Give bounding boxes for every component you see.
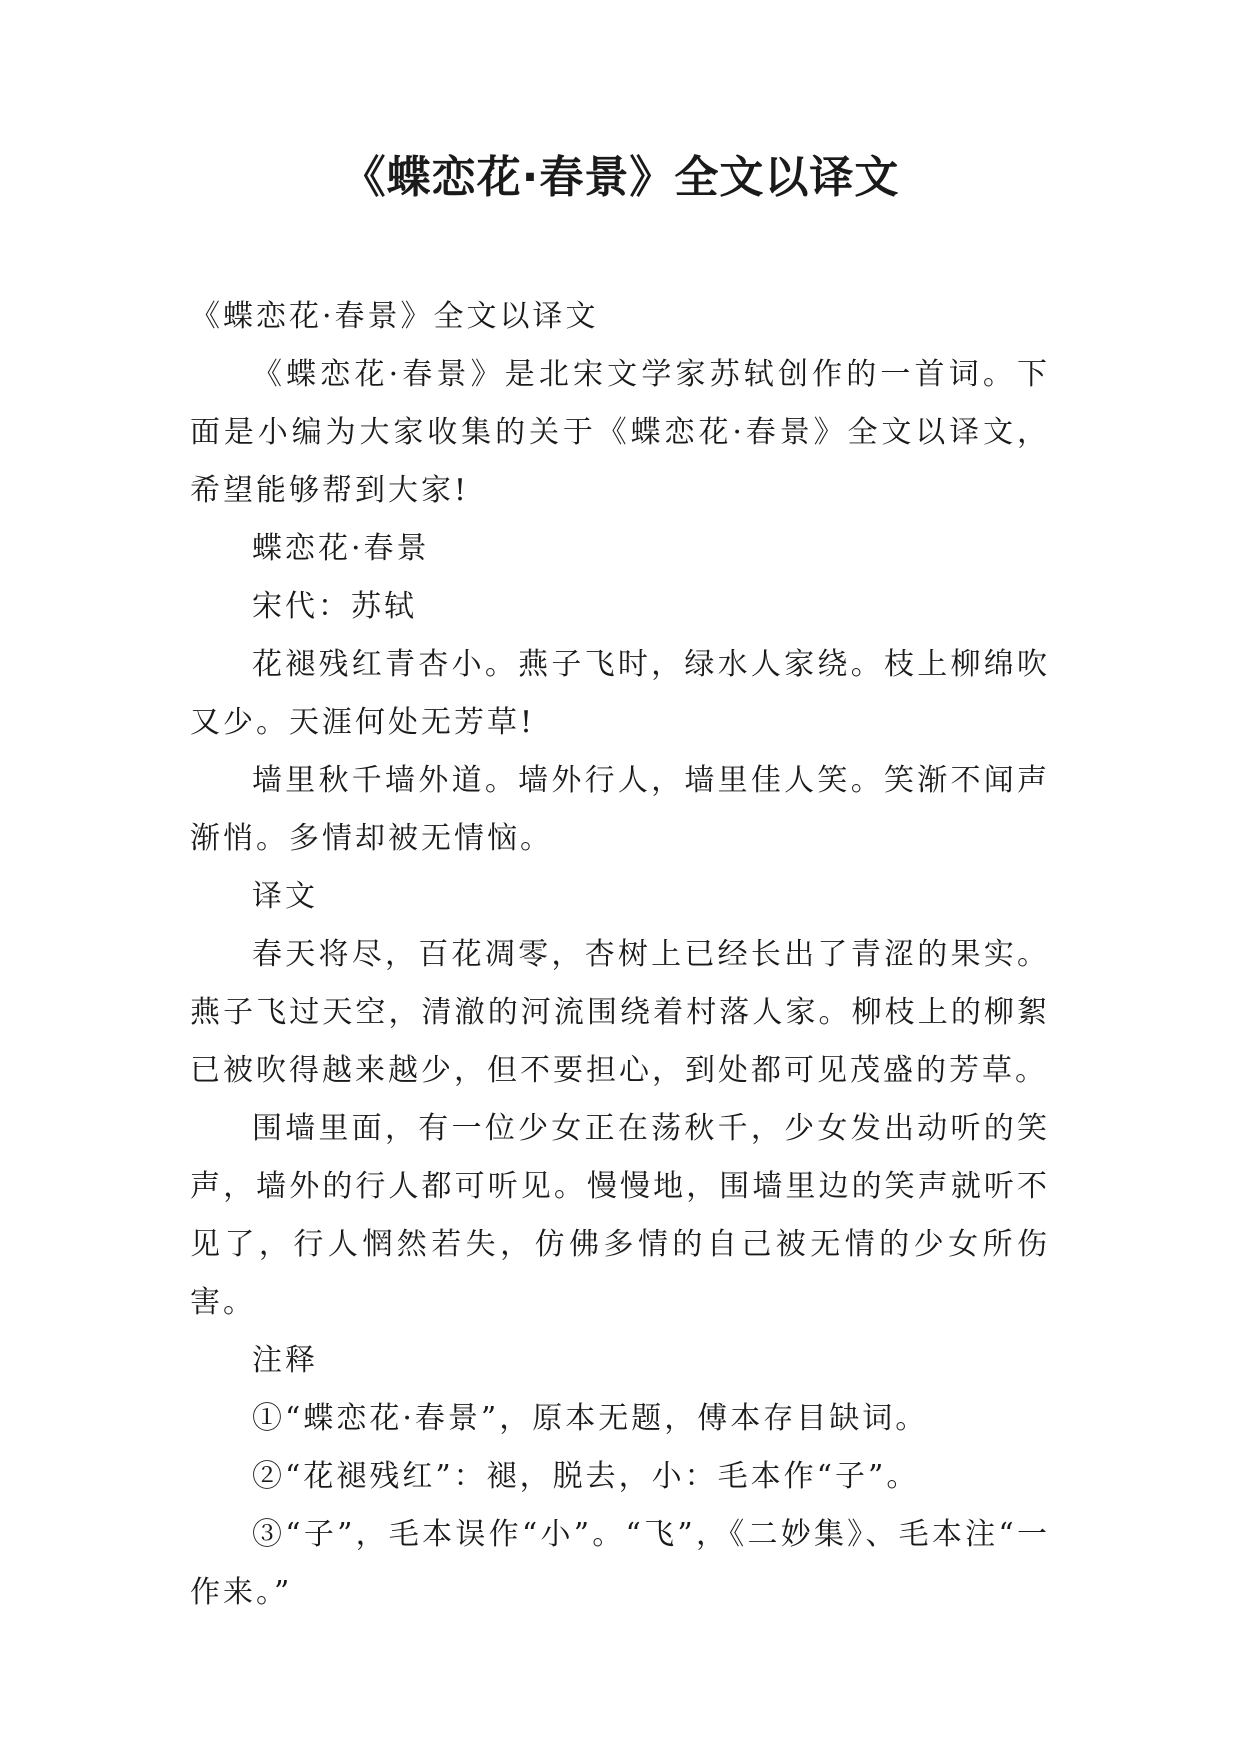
section-heading-translation: 译文	[252, 879, 318, 914]
paragraph-intro: 《蝶恋花·春景》是北宋文学家苏轼创作的一首词。下面是小编为大家收集的关于《蝶恋花·春景》全文以译文，希望能够帮到大家!	[190, 357, 1050, 508]
note-3: ③“子”，毛本误作“小”。“飞”，《二妙集》、毛本注“一作来。”	[190, 1517, 1050, 1610]
paragraph-subtitle: 《蝶恋花·春景》全文以译文	[190, 299, 599, 334]
note-2: ②“花褪残红”：褪，脱去，小：毛本作“子”。	[252, 1459, 920, 1494]
poem-title: 蝶恋花·春景	[252, 531, 430, 566]
poem-stanza-1: 花褪残红青杏小。燕子飞时，绿水人家绕。枝上柳绵吹又少。天涯何处无芳草!	[190, 647, 1050, 740]
poem-author: 宋代：苏轼	[252, 589, 417, 624]
section-heading-notes: 注释	[252, 1343, 318, 1378]
translation-paragraph-2: 围墙里面，有一位少女正在荡秋千，少女发出动听的笑声，墙外的行人都可听见。慢慢地，围墙里边的笑声就听不见了，行人惘然若失，仿佛多情的自己被无情的少女所伤害。	[190, 1111, 1050, 1320]
document-body	[190, 288, 1050, 1622]
document-title: 《蝶恋花·春景》全文以译文	[341, 152, 900, 203]
translation-paragraph-1: 春天将尽，百花凋零，杏树上已经长出了青涩的果实。燕子飞过天空，清澈的河流围绕着村落人家。柳枝上的柳絮已被吹得越来越少，但不要担心，到处都可见茂盛的芳草。	[190, 937, 1050, 1088]
poem-stanza-2: 墙里秋千墙外道。墙外行人，墙里佳人笑。笑渐不闻声渐悄。多情却被无情恼。	[190, 763, 1050, 856]
note-1: ①“蝶恋花·春景”，原本无题，傅本存目缺词。	[252, 1401, 929, 1436]
